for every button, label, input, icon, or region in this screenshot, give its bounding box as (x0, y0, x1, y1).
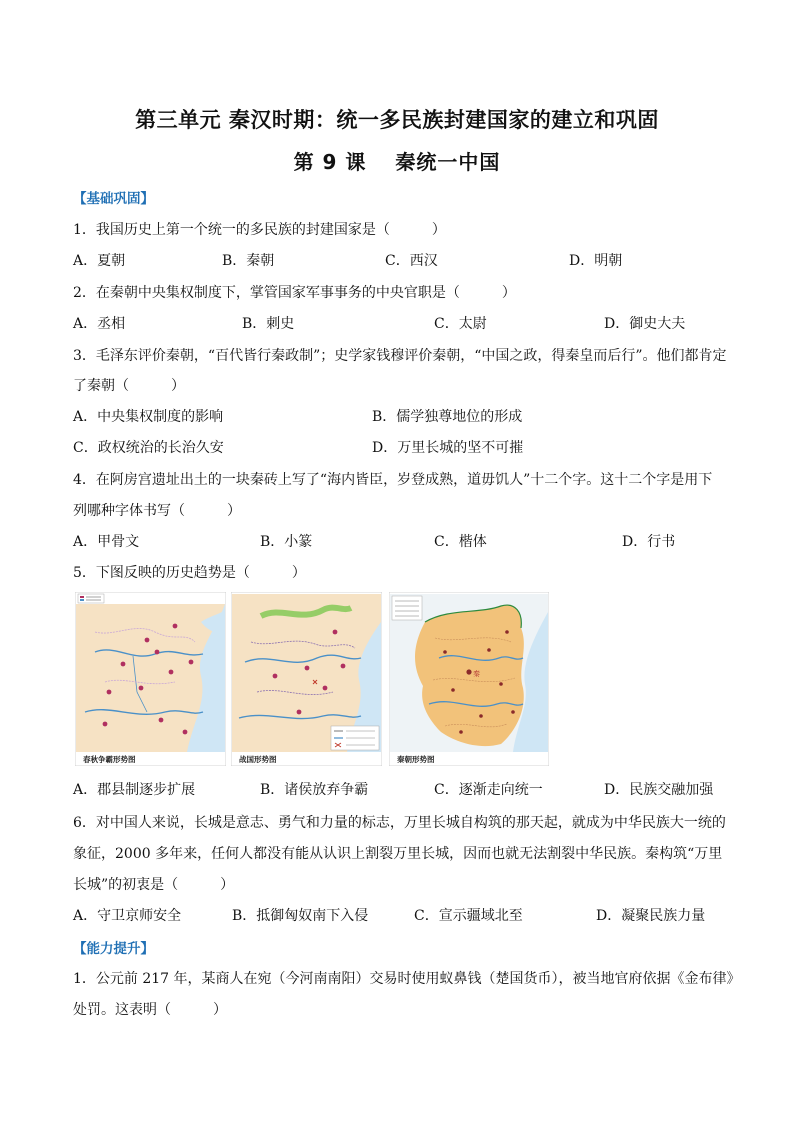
q6-option-d: D．凝聚民族力量 (596, 908, 706, 924)
lesson-title: 第 9 课 秦统一中国 (293, 150, 501, 174)
p1-stem-line2: 处罚。这表明（ ） (73, 1002, 227, 1018)
map-caption-2: 战国形势图 (239, 755, 277, 764)
q5-stem: 5．下图反映的历史趋势是（ ） (73, 565, 306, 581)
section-advanced: 【能力提升】 (73, 941, 154, 957)
q5-option-c: C．逐渐走向统一 (434, 782, 543, 798)
q5-option-b: B．诸侯放弃争霸 (260, 782, 369, 798)
q3-stem-line2: 了秦朝（ ） (73, 378, 185, 394)
q4-option-c: C．楷体 (434, 534, 487, 550)
qin-dynasty-map-icon (389, 592, 549, 766)
q2-option-d: D．御史大夫 (604, 316, 686, 332)
q6-stem-line3: 长城”的初衷是（ ） (73, 877, 235, 893)
q2-option-a: A．丞相 (73, 316, 126, 332)
svg-text:秦: 秦 (473, 670, 480, 678)
q1-option-b: B．秦朝 (222, 253, 275, 269)
q4-stem-line1: 4．在阿房宫遗址出土的一块秦砖上写了“海内皆臣，岁登成熟，道毋饥人”十二个字。这十二个字是用下 (73, 472, 713, 488)
map-caption-3: 秦朝形势图 (397, 755, 435, 764)
q4-option-d: D．行书 (622, 534, 676, 550)
q3-stem-line1: 3．毛泽东评价秦朝，“百代皆行秦政制”；史学家钱穆评价秦朝，“中国之政，得秦皇而后行”。他们都肯定 (73, 348, 727, 364)
q6-option-b: B．抵御匈奴南下入侵 (232, 908, 369, 924)
q3-option-d: D．万里长城的坚不可摧 (372, 440, 524, 456)
q3-option-b: B．儒学独尊地位的形成 (372, 409, 523, 425)
q6-option-c: C．宣示疆域北至 (414, 908, 523, 924)
q2-option-b: B．刺史 (242, 316, 295, 332)
q5-option-d: D．民族交融加强 (604, 782, 714, 798)
q4-stem-line2: 列哪种字体书写（ ） (73, 503, 241, 519)
q1-option-c: C．西汉 (385, 253, 438, 269)
q4-option-b: B．小篆 (260, 534, 313, 550)
q2-option-c: C．太尉 (434, 316, 487, 332)
q6-stem-line2: 象征，2000 多年来，任何人都没有能从认识上割裂万里长城，因而也就无法割裂中华民族。秦构筑“万里 (73, 846, 723, 862)
q1-stem: 1．我国历史上第一个统一的多民族的封建国家是（ ） (73, 222, 446, 238)
q6-option-a: A．守卫京师安全 (73, 908, 182, 924)
q1-option-d: D．明朝 (569, 253, 623, 269)
q1-option-a: A．夏朝 (73, 253, 126, 269)
section-basic: 【基础巩固】 (73, 191, 154, 207)
q2-stem: 2．在秦朝中央集权制度下，掌管国家军事事务的中央官职是（ ） (73, 285, 516, 301)
q3-option-c: C．政权统治的长治久安 (73, 440, 224, 456)
spring-autumn-map-icon (75, 592, 226, 766)
q5-option-a: A．郡县制逐步扩展 (73, 782, 196, 798)
q3-option-a: A．中央集权制度的影响 (73, 409, 224, 425)
q4-option-a: A．甲骨文 (73, 534, 140, 550)
q6-stem-line1: 6．对中国人来说，长城是意志、勇气和力量的标志，万里长城自构筑的那天起，就成为中华民族大一统的 (73, 815, 726, 831)
unit-title: 第三单元 秦汉时期：统一多民族封建国家的建立和巩固 (135, 108, 659, 132)
warring-states-map-icon (231, 592, 382, 766)
map-caption-1: 春秋争霸形势图 (83, 755, 136, 764)
p1-stem-line1: 1．公元前 217 年，某商人在宛（今河南南阳）交易时使用蚁鼻钱（楚国货币），被当地官府依据《金布律》 (73, 971, 741, 987)
